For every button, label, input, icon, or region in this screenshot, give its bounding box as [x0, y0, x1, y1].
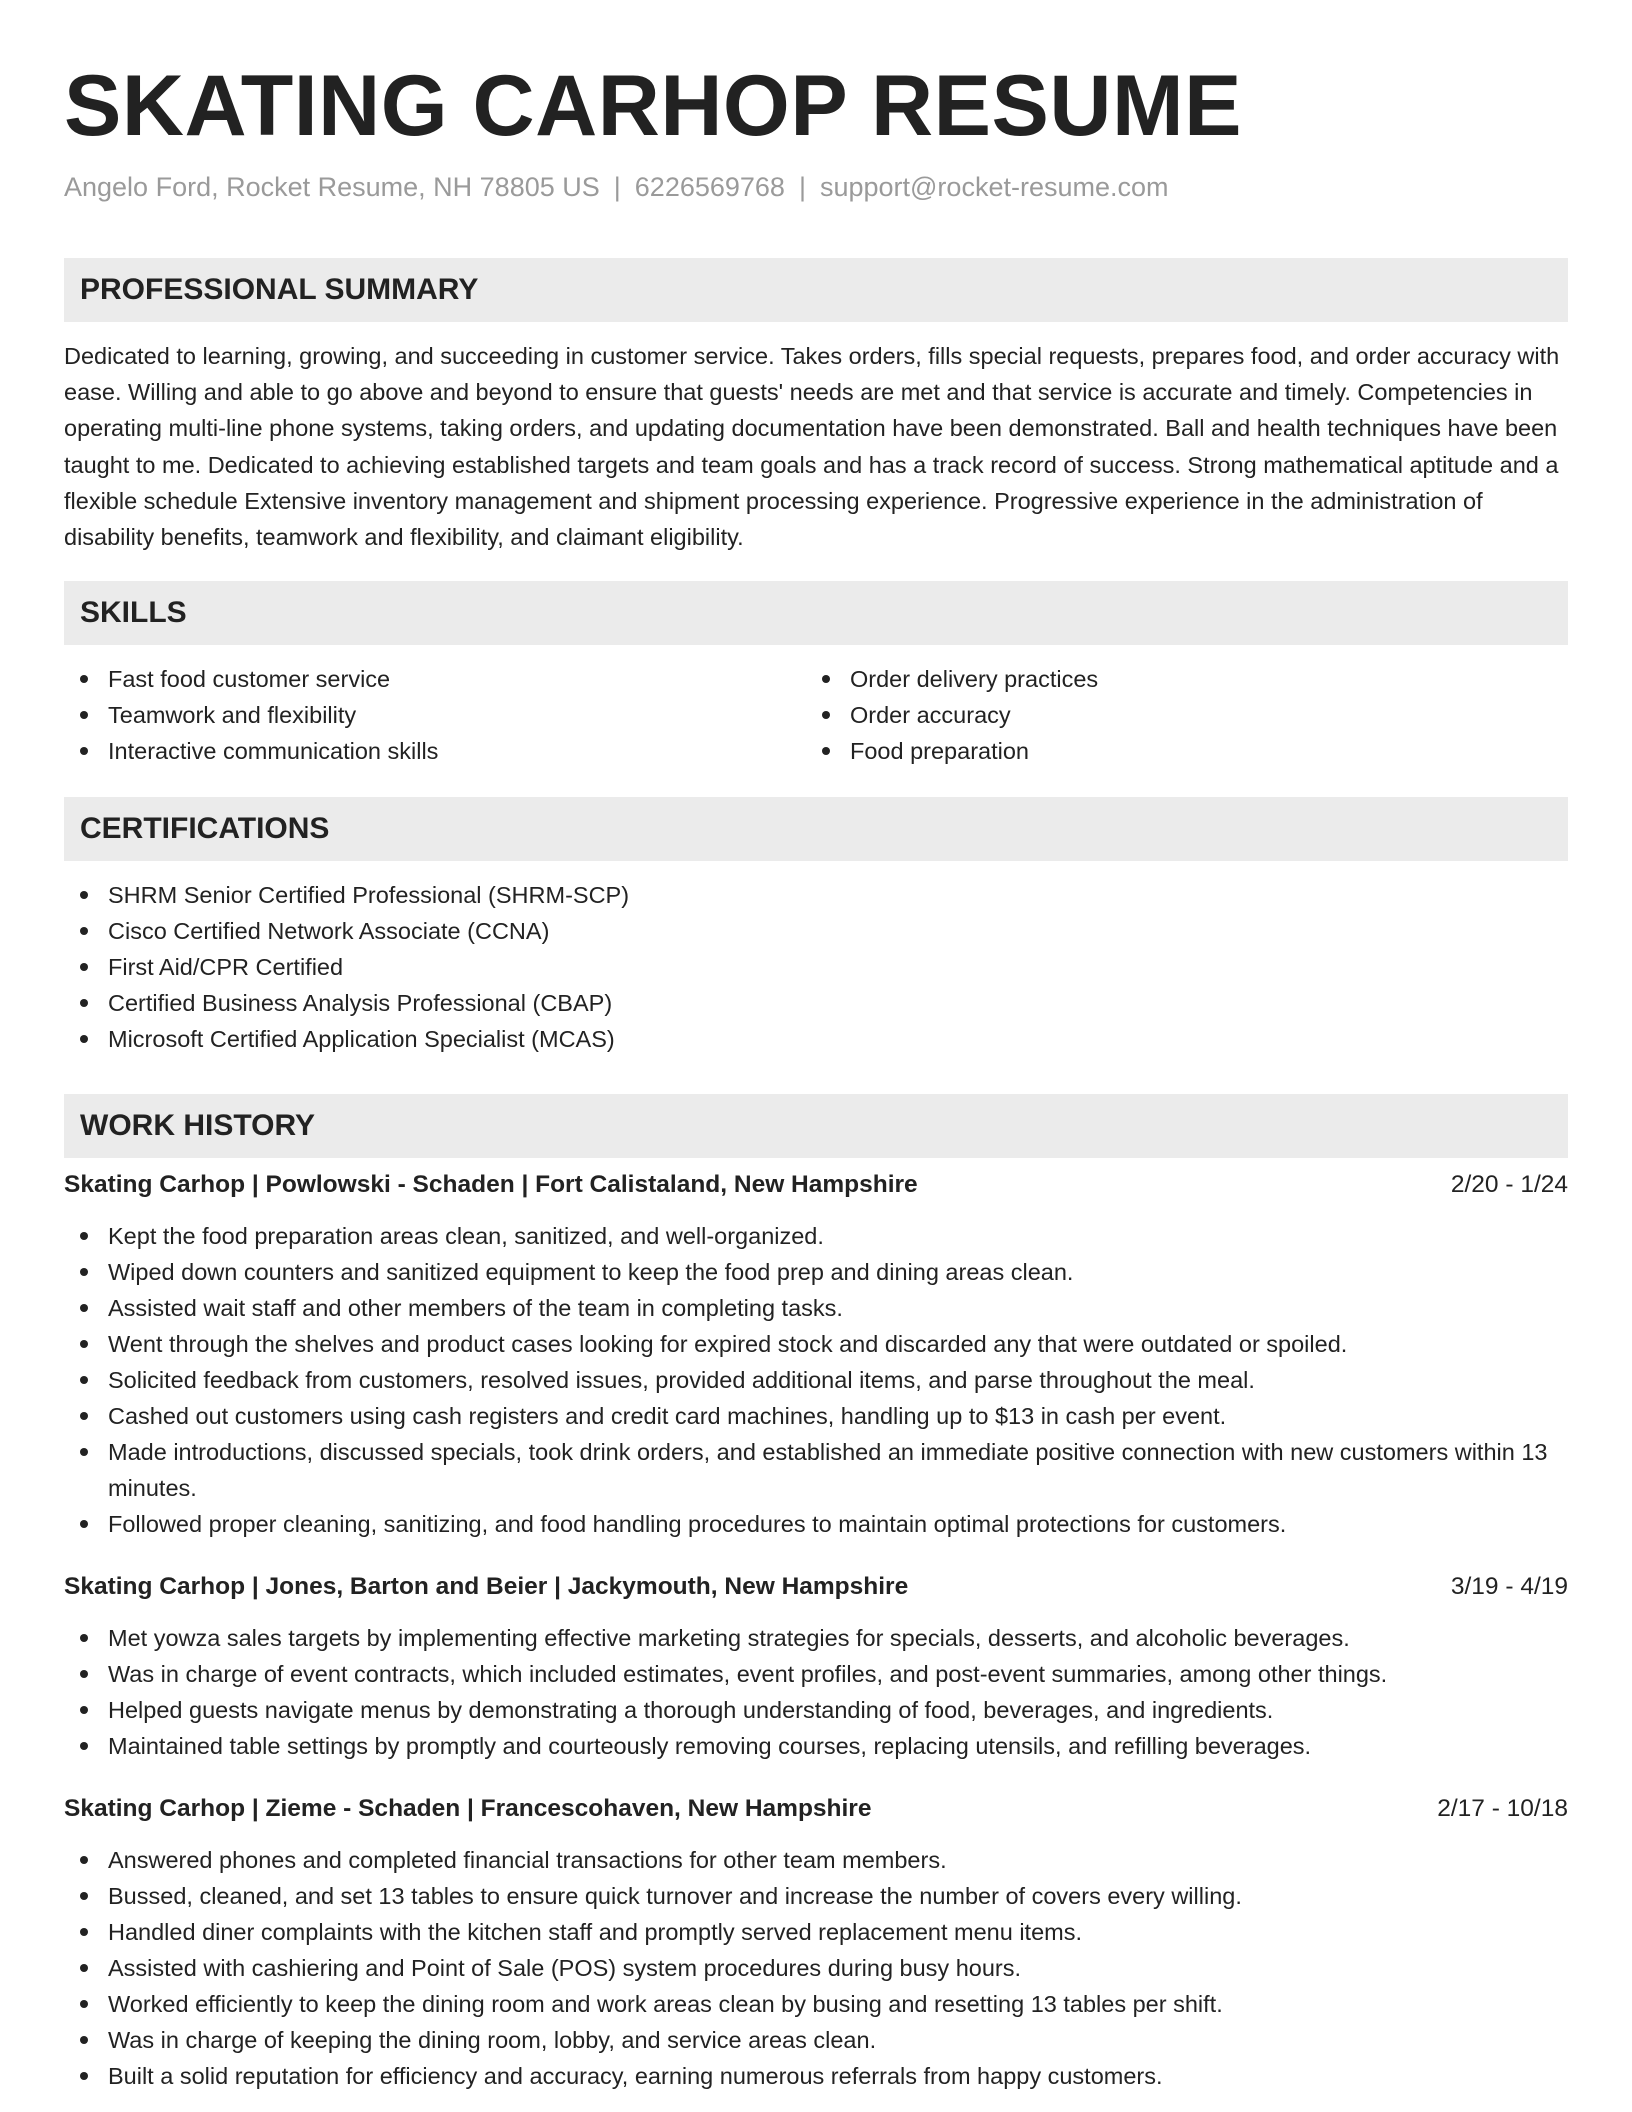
job-entry — [64, 1168, 1568, 1542]
resume-title: SKATING CARHOP RESUME — [64, 58, 1242, 154]
job-bullet: Assisted with cashiering and Point of Sale (POS) system procedures during busy hours. — [64, 1950, 1568, 1986]
job-entry — [64, 1792, 1568, 2094]
job-bullet: Helped guests navigate menus by demonstrating a thorough understanding of food, beverages, and ingredients. — [64, 1692, 1568, 1728]
job-bullets — [64, 1620, 1568, 1764]
skill-item: Food preparation — [806, 733, 1548, 769]
job-bullet: Went through the shelves and product cases looking for expired stock and discarded any that were outdated or spoiled. — [64, 1326, 1568, 1362]
job-bullets — [64, 1218, 1568, 1542]
contact-line — [64, 170, 1568, 204]
job-bullet: Met yowza sales targets by implementing effective marketing strategies for specials, desserts, and alcoholic beverages. — [64, 1620, 1568, 1656]
skill-item: Interactive communication skills — [64, 733, 806, 769]
certifications-heading: CERTIFICATIONS — [64, 797, 1568, 861]
skill-item: Teamwork and flexibility — [64, 697, 806, 733]
job-title: Skating Carhop | Jones, Barton and Beier | Jackymouth, New Hampshire — [64, 1573, 909, 1601]
certification-item: Cisco Certified Network Associate (CCNA) — [64, 913, 1568, 949]
job-bullet: Maintained table settings by promptly and courteously removing courses, replacing utensils, and refilling beverages. — [64, 1728, 1568, 1764]
job-bullet: Handled diner complaints with the kitchen staff and promptly served replacement menu items. — [64, 1914, 1568, 1950]
job-bullet: Followed proper cleaning, sanitizing, and food handling procedures to maintain optimal protections for customers. — [64, 1506, 1568, 1542]
job-title: Skating Carhop | Zieme - Schaden | Francescohaven, New Hampshire — [64, 1795, 872, 1823]
skills-grid — [64, 661, 1568, 769]
skills-heading: SKILLS — [64, 581, 1568, 645]
job-bullet: Wiped down counters and sanitized equipment to keep the food prep and dining areas clean. — [64, 1254, 1568, 1290]
certification-item: Certified Business Analysis Professional (CBAP) — [64, 985, 1568, 1021]
job-dates: 2/17 - 10/18 — [1437, 1795, 1568, 1823]
job-bullet: Answered phones and completed financial transactions for other team members. — [64, 1842, 1568, 1878]
job-bullet: Made introductions, discussed specials, took drink orders, and established an immediate positive connection with new customers within 13 minutes. — [64, 1434, 1568, 1506]
job-bullet: Cashed out customers using cash registers and credit card machines, handling up to $13 in cash per event. — [64, 1398, 1568, 1434]
certifications-list — [64, 877, 1568, 1057]
skill-item: Order accuracy — [806, 697, 1548, 733]
job-bullet: Solicited feedback from customers, resolved issues, provided additional items, and parse throughout the meal. — [64, 1362, 1568, 1398]
job-dates: 3/19 - 4/19 — [1450, 1573, 1568, 1601]
job-header — [64, 1168, 1568, 1202]
resume-page — [64, 0, 1568, 2094]
work-history-list — [64, 1168, 1568, 2094]
contact-separator: | — [798, 172, 806, 202]
job-bullet: Built a solid reputation for efficiency and accuracy, earning numerous referrals from happy customers. — [64, 2058, 1568, 2094]
job-title: Skating Carhop | Powlowski - Schaden | Fort Calistaland, New Hampshire — [64, 1171, 918, 1199]
job-bullet: Worked efficiently to keep the dining room and work areas clean by busing and resetting 13 tables per shift. — [64, 1986, 1568, 2022]
skills-right-list — [806, 661, 1548, 769]
contact-phone: 6226569768 — [634, 172, 785, 202]
summary-text: Dedicated to learning, growing, and succeeding in customer service. Takes orders, fills special requests, prepares food, and order accuracy with ease. Willing and able to go above and beyond to ensure that guests' needs are met and that service is accurate and timely. Competencies in operating multi-line phone systems, taking orders, and updating documentation have been demonstrated. Ball and health techniques have been taught to me. Dedicated to achieving established targets and team goals and has a track record of success. Strong mathematical aptitude and a flexible schedule Extensive inventory management and shipment processing experience. Progressive experience in the administration of disability benefits, teamwork and flexibility, and claimant eligibility. — [64, 343, 1560, 551]
job-bullet: Bussed, cleaned, and set 13 tables to ensure quick turnover and increase the number of covers every willing. — [64, 1878, 1568, 1914]
job-header — [64, 1570, 1568, 1604]
skills-left-list — [64, 661, 806, 769]
work-history-heading: WORK HISTORY — [64, 1094, 1568, 1158]
job-header — [64, 1792, 1568, 1826]
job-bullets — [64, 1842, 1568, 2094]
job-bullet: Was in charge of event contracts, which included estimates, event profiles, and post-event summaries, among other things. — [64, 1656, 1568, 1692]
job-dates: 2/20 - 1/24 — [1450, 1171, 1568, 1199]
certification-item: Microsoft Certified Application Specialist (MCAS) — [64, 1021, 1568, 1057]
job-bullet: Kept the food preparation areas clean, sanitized, and well-organized. — [64, 1218, 1568, 1254]
job-bullet: Assisted wait staff and other members of the team in completing tasks. — [64, 1290, 1568, 1326]
contact-separator: | — [613, 172, 621, 202]
contact-email[interactable]: support@rocket-resume.com — [819, 172, 1169, 202]
job-bullet: Was in charge of keeping the dining room, lobby, and service areas clean. — [64, 2022, 1568, 2058]
job-entry — [64, 1570, 1568, 1764]
summary-heading: PROFESSIONAL SUMMARY — [64, 258, 1568, 322]
skill-item: Order delivery practices — [806, 661, 1548, 697]
certification-item: SHRM Senior Certified Professional (SHRM-SCP) — [64, 877, 1568, 913]
contact-address: Angelo Ford, Rocket Resume, NH 78805 US — [64, 172, 600, 202]
skill-item: Fast food customer service — [64, 661, 806, 697]
certification-item: First Aid/CPR Certified — [64, 949, 1568, 985]
